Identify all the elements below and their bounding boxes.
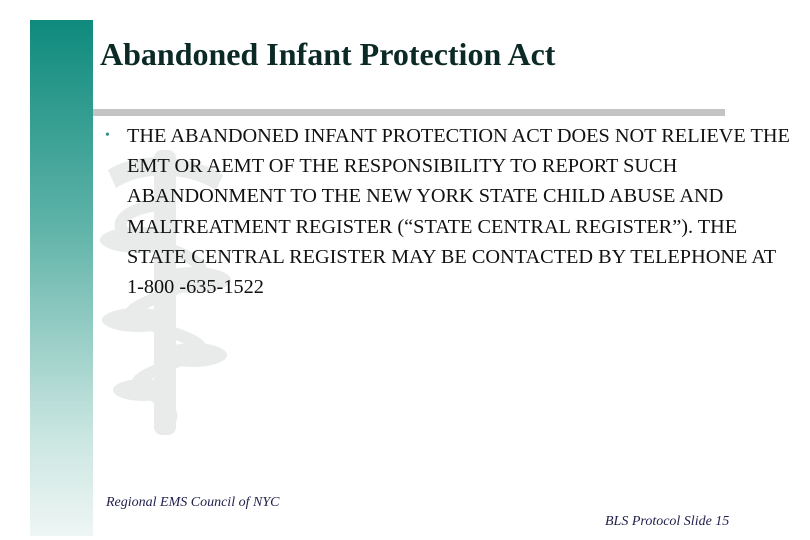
left-accent-bar <box>30 20 93 536</box>
bullet-item <box>105 121 795 302</box>
footer-slide-number: BLS Protocol Slide 15 <box>605 514 730 529</box>
bullet-text: THE ABANDONED INFANT PROTECTION ACT DOES NOT RELIEVE THE EMT OR AEMT OF THE RESPONSIBILITY TO REPORT SUCH ABANDONMENT TO THE NEW YORK STATE CHILD ABUSE AND MALTREATMENT REGISTER (“STATE CENTRAL REGISTER”). THE STATE CENTRAL REGISTER MAY BE CONTACTED BY TELEPHONE AT 1-800 -635-1522 <box>127 125 790 299</box>
bullet-marker: • <box>105 128 110 143</box>
bullet-list <box>105 121 795 302</box>
footer-organization: Regional EMS Council of NYC <box>106 495 280 510</box>
slide-title: Abandoned Infant Protection Act <box>100 36 556 72</box>
title-underline-rule <box>93 109 725 116</box>
